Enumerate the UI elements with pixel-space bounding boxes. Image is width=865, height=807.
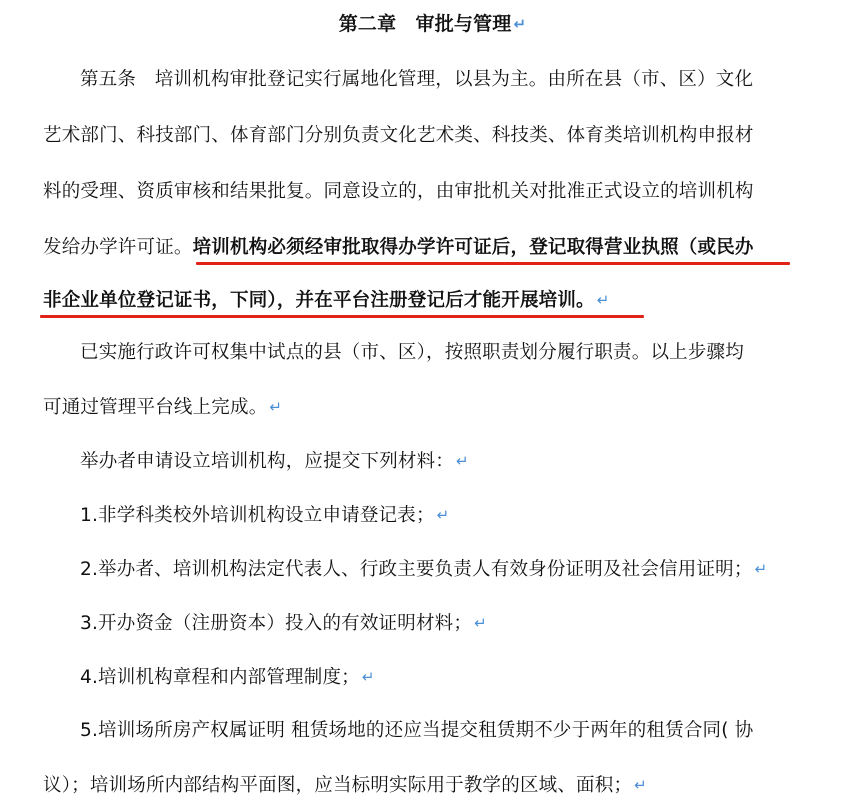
paragraph-mark-icon: ↵ bbox=[361, 668, 375, 686]
paragraph-mark-icon: ↵ bbox=[269, 398, 283, 416]
list-item-4 bbox=[80, 665, 375, 690]
paragraph2-line-2-text: 可通过管理平台线上完成。 bbox=[43, 397, 268, 418]
article5-line-3: 料的受理、资质审核和结果批复。同意设立的，由审批机关对批准正式设立的培训机构 bbox=[43, 181, 754, 202]
article5-line-4 bbox=[43, 236, 754, 260]
paragraph2-line-1: 已实施行政许可权集中试点的县（市、区），按照职责划分履行职责。以上步骤均 bbox=[80, 342, 744, 363]
list-item-5-continuation-text: 议）；培训场所内部结构平面图，应当标明实际用于教学的区域、面积； bbox=[43, 775, 633, 796]
list-item-3 bbox=[80, 611, 487, 636]
chapter-title bbox=[0, 12, 865, 36]
list-item-1-text: 1.非学科类校外培训机构设立申请登记表； bbox=[80, 505, 435, 526]
highlighted-text-1: 培训机构必须经审批取得办学许可证后，登记取得营业执照（或民办 bbox=[192, 237, 754, 258]
red-underline-2 bbox=[40, 315, 644, 318]
list-item-4-text: 4.培训机构章程和内部管理制度； bbox=[80, 667, 360, 688]
list-item-1 bbox=[80, 503, 449, 528]
article5-line-4-start: 发给办学许可证。 bbox=[43, 237, 193, 258]
paragraph-mark-icon: ↵ bbox=[474, 614, 487, 632]
paragraph3-text: 举办者申请设立培训机构，应提交下列材料： bbox=[80, 451, 455, 472]
article5-line-1: 第五条 培训机构审批登记实行属地化管理，以县为主。由所在县（市、区）文化 bbox=[80, 69, 754, 90]
paragraph-mark-icon: ↵ bbox=[436, 506, 450, 524]
article5-line-2: 艺术部门、科技部门、体育部门分别负责文化艺术类、科技类、体育类培训机构申报材 bbox=[43, 125, 754, 146]
paragraph-mark-icon: ↵ bbox=[634, 776, 647, 794]
list-item-5: 5.培训场所房产权属证明 租赁场地的还应当提交租赁期不少于两年的租赁合同( 协 bbox=[80, 720, 754, 741]
paragraph-mark-icon: ↵ bbox=[596, 291, 610, 309]
highlighted-text-2: 非企业单位登记证书，下同），并在平台注册登记后才能开展培训。 bbox=[43, 290, 595, 311]
list-item-2 bbox=[80, 557, 767, 582]
red-underline-1 bbox=[196, 262, 790, 265]
paragraph3 bbox=[80, 449, 469, 474]
chapter-title-text: 第二章 审批与管理 bbox=[338, 13, 512, 35]
paragraph-mark-icon: ↵ bbox=[456, 452, 469, 470]
paragraph-mark-icon: ↵ bbox=[754, 560, 768, 578]
paragraph-mark-icon: ↵ bbox=[513, 15, 527, 33]
article5-line-5 bbox=[43, 288, 610, 313]
list-item-2-text: 2.举办者、培训机构法定代表人、行政主要负责人有效身份证明及社会信用证明； bbox=[80, 559, 753, 580]
list-item-3-text: 3.开办资金（注册资本）投入的有效证明材料； bbox=[80, 613, 473, 634]
paragraph2-line-2 bbox=[43, 395, 282, 420]
list-item-5-continuation bbox=[43, 773, 647, 798]
